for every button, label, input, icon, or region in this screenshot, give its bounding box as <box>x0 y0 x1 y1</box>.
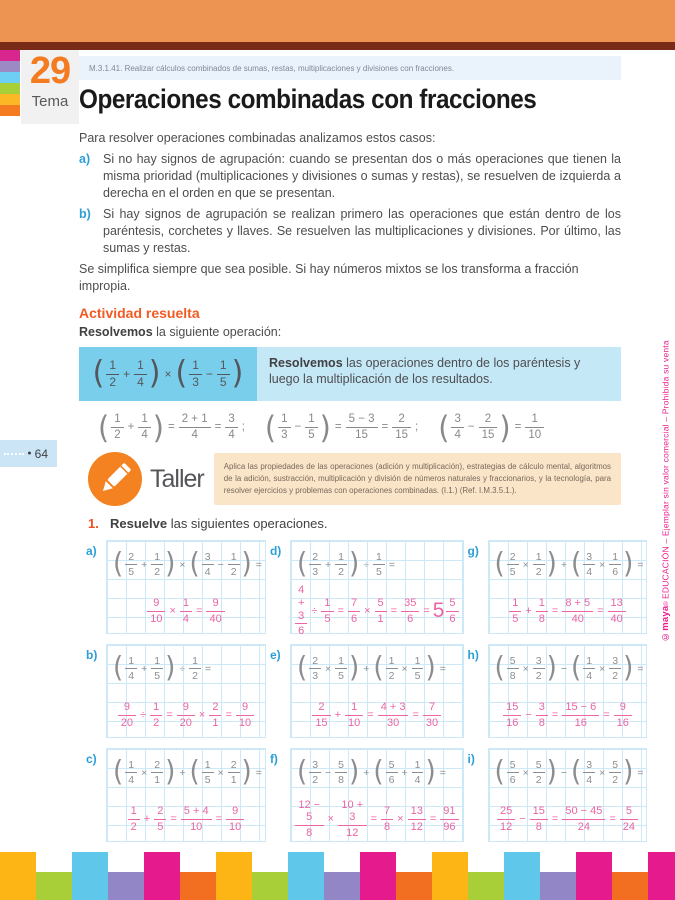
footer-bar <box>36 852 72 900</box>
exercise-workspace[interactable] <box>290 540 464 638</box>
exercise-answer: $\frac{25}{12}$ − $\frac{15}{8}$ = $\frac{50 - 45}{24}$ = $\frac{5}{24}$ <box>489 796 647 842</box>
footer-bar <box>252 852 288 900</box>
exercise-label: f) <box>269 752 278 766</box>
footer-color-strip <box>0 852 675 900</box>
page-number: 64 <box>34 446 48 461</box>
exercise-workspace[interactable] <box>106 540 266 634</box>
exercise-label: b) <box>86 648 98 662</box>
worked-step-3: ( $\frac{3}{4}$ − $\frac{2}{15}$ ) = $\frac{1}{10}$ <box>437 413 545 442</box>
exercise-item <box>86 748 266 842</box>
activity-intro <box>79 324 621 341</box>
footer-bar <box>180 852 216 900</box>
exercise-answer: $\frac{12 - 5}{8}$ × $\frac{10 + 3}{12}$ = $\frac{7}{8}$ × $\frac{13}{12}$ = $\frac{91}{96}$ <box>291 796 463 842</box>
footer-bar <box>108 852 144 900</box>
exercise-item <box>270 644 464 738</box>
list-label-b: b) <box>79 207 91 221</box>
exercise-grid <box>86 540 644 842</box>
exercise-item <box>270 748 464 842</box>
exercise-title-bold: Resuelve <box>110 516 168 531</box>
exercise-item <box>269 540 464 638</box>
exercise-workspace[interactable] <box>290 748 464 842</box>
exercise-problem: ( $\frac{2}{3}$ × $\frac{1}{5}$ ) + ( $\frac{1}{2}$ × $\frac{1}{5}$ ) = <box>296 651 446 685</box>
example-explanation-bold: Resolvemos <box>269 356 343 370</box>
exercise-workspace[interactable] <box>106 644 266 738</box>
exercise-answer: $\frac{1}{2}$ + $\frac{2}{5}$ = $\frac{5 + 4}{10}$ = $\frac{9}{10}$ <box>107 796 265 842</box>
footer-bar <box>360 852 396 900</box>
example-explanation-rest: las operaciones dentro de los paréntesis y luego la multiplicación de los resultados. <box>269 356 581 386</box>
list-label-a: a) <box>79 152 91 166</box>
exercise-problem: ( $\frac{5}{6}$ × $\frac{5}{2}$ ) − ( $\frac{3}{4}$ × $\frac{5}{2}$ ) = <box>494 755 644 789</box>
list-text-a: Si no hay signos de agrupación: cuando se presentan dos o más operaciones que tienen la misma prioridad (multiplicaciones y divisiones o sumas y restas), se resuelven de izquierda a derecha en el orden en que se presentan. <box>103 152 621 200</box>
exercise-problem: ( $\frac{2}{3}$ + $\frac{1}{2}$ ) ÷ $\frac{1}{5}$ = <box>296 547 396 581</box>
activity-intro-rest: la siguiente operación: <box>152 325 282 339</box>
footer-bar <box>468 852 504 900</box>
list-text-b: Si hay signos de agrupación se realizan primero las operaciones que están dentro de los paréntesis, corchetes y llaves. Se resuelven las multiplicaciones y divisiones. Por último, las sumas y restas. <box>103 207 621 255</box>
exercise-answer: $\frac{2}{15}$ + $\frac{1}{10}$ = $\frac{4 + 3}{30}$ = $\frac{7}{30}$ <box>291 692 463 738</box>
exercise-label: h) <box>467 648 479 662</box>
worked-step-2: ( $\frac{1}{3}$ − $\frac{1}{5}$ ) = $\frac{5 - 3}{15}$ = $\frac{2}{15}$ ; <box>264 408 419 446</box>
exercise-problem: ( $\frac{2}{5}$ × $\frac{1}{2}$ ) + ( $\frac{3}{4}$ × $\frac{1}{6}$ ) = <box>494 547 644 581</box>
intro-closing: Se simplifica siempre que sea posible. Si hay números mixtos se los transforma a fracción impropia. <box>79 262 579 293</box>
intro-lead: Para resolver operaciones combinadas analizamos estos casos: <box>79 131 436 145</box>
exercise-answer: $\frac{1}{5}$ + $\frac{1}{8}$ = $\frac{8 + 5}{40}$ = $\frac{13}{40}$ <box>489 588 647 634</box>
exercise-heading <box>88 516 328 531</box>
exercise-answer: $\frac{9}{20}$ ÷ $\frac{1}{2}$ = $\frac{9}{20}$ × $\frac{2}{1}$ = $\frac{9}{10}$ <box>107 692 265 738</box>
footer-bar <box>216 852 252 900</box>
taller-banner <box>88 452 621 506</box>
footer-bar <box>576 852 612 900</box>
exercise-problem: ( $\frac{1}{4}$ + $\frac{1}{5}$ ) ÷ $\frac{1}{2}$ = <box>113 651 212 685</box>
taller-description: Aplica las propiedades de las operaciones (adición y multiplicación), estrategias de cálculo mental, algoritmos de la adición, sustracción, multiplicación y división de números naturales y fraccionarios, y la tecnología, para resolver ejercicios y problemas con operaciones combinadas. (I.1.) (Ref. I.M.3.5.1.). <box>214 453 621 505</box>
top-banner <box>0 0 675 42</box>
footer-bar <box>612 852 648 900</box>
taller-label: Taller <box>150 464 204 493</box>
dotted-leader <box>4 453 24 455</box>
footer-bar <box>396 852 432 900</box>
worked-step-1: ( $\frac{1}{2}$ + $\frac{1}{4}$ ) = $\frac{2 + 1}{4}$ = $\frac{3}{4}$ ; <box>98 408 245 446</box>
exercise-label: e) <box>269 648 281 662</box>
standard-note <box>79 56 621 80</box>
leader-dot: ● <box>27 450 32 457</box>
footer-bar <box>504 852 540 900</box>
footer-bar <box>432 852 468 900</box>
list-item-b <box>79 206 621 257</box>
worked-steps <box>97 408 621 446</box>
footer-bar <box>144 852 180 900</box>
copyright-text: EDUCACIÓN – Ejemplar sin valor comercial – Prohibida su venta <box>660 340 671 600</box>
activity-intro-bold: Resolvemos <box>79 325 153 339</box>
exercise-workspace[interactable] <box>488 540 648 634</box>
footer-bar <box>540 852 576 900</box>
exercise-answer: $\frac{9}{10}$ × $\frac{1}{4}$ = $\frac{9}{40}$ <box>107 588 265 634</box>
exercise-number: 1. <box>88 516 99 531</box>
footer-bar <box>288 852 324 900</box>
top-rule <box>0 42 675 50</box>
page-number-tab <box>0 440 57 467</box>
page-title: Operaciones combinadas con fracciones <box>79 84 537 114</box>
pencil-icon <box>88 452 142 506</box>
tema-label: Tema <box>31 92 69 110</box>
exercise-workspace[interactable] <box>290 644 464 738</box>
footer-bar <box>648 852 675 900</box>
standard-text: M.3.1.41. Realizar cálculos combinados de sumas, restas, multiplicaciones y divisiones con fracciones. <box>89 63 455 73</box>
exercise-title <box>110 516 328 531</box>
exercise-problem: ( $\frac{2}{5}$ + $\frac{1}{2}$ ) × ( $\frac{3}{4}$ − $\frac{1}{2}$ ) = <box>113 547 262 581</box>
footer-bar <box>0 852 36 900</box>
exercise-label: c) <box>86 752 97 766</box>
registered-mark: ® <box>662 599 669 606</box>
lesson-content <box>79 130 621 446</box>
exercise-workspace[interactable] <box>106 748 266 842</box>
tema-badge <box>21 50 79 124</box>
tema-number: 29 <box>29 50 71 92</box>
exercise-workspace[interactable] <box>488 748 648 842</box>
example-formula: ( $\frac{1}{2}$ + $\frac{1}{4}$ ) × ( $\frac{1}{3}$ − $\frac{1}{5}$ ) <box>79 347 257 401</box>
example-explanation <box>257 347 621 401</box>
exercise-label: g) <box>467 544 479 558</box>
exercise-problem: ( $\frac{5}{8}$ × $\frac{3}{2}$ ) − ( $\frac{1}{4}$ × $\frac{3}{2}$ ) = <box>494 651 644 685</box>
copyright-sidebar <box>660 285 671 697</box>
worked-example-box <box>79 347 621 401</box>
exercise-title-rest: las siguientes operaciones. <box>167 516 328 531</box>
activity-heading: Actividad resuelta <box>79 305 200 321</box>
exercise-item <box>468 540 648 634</box>
exercise-problem: ( $\frac{1}{4}$ × $\frac{2}{1}$ ) + ( $\frac{1}{5}$ × $\frac{2}{1}$ ) = <box>113 755 262 789</box>
exercise-item <box>86 644 266 738</box>
exercise-item <box>468 748 648 842</box>
exercise-label: a) <box>86 544 97 558</box>
copyright-brand: ©maya <box>660 605 671 642</box>
exercise-answer: $\frac{15}{16}$ − $\frac{3}{8}$ = $\frac{15 - 6}{16}$ = $\frac{9}{16}$ <box>489 692 647 738</box>
exercise-workspace[interactable] <box>488 644 648 738</box>
color-tab-stack <box>0 50 20 116</box>
exercise-item <box>86 540 266 634</box>
exercise-label: i) <box>467 752 475 766</box>
exercise-item <box>468 644 648 738</box>
footer-bar <box>324 852 360 900</box>
list-item-a <box>79 151 621 202</box>
exercise-label: d) <box>269 544 282 558</box>
footer-bar <box>72 852 108 900</box>
exercise-answer: $\frac{4 + 3}{6}$ ÷ $\frac{1}{5}$ = $\frac{7}{6}$ × $\frac{5}{1}$ = $\frac{35}{6}$ = 5 $\frac{5}{6}$ <box>291 588 463 634</box>
exercise-problem: ( $\frac{3}{2}$ − $\frac{5}{8}$ ) + ( $\frac{5}{6}$ + $\frac{1}{4}$ ) = <box>296 755 446 789</box>
